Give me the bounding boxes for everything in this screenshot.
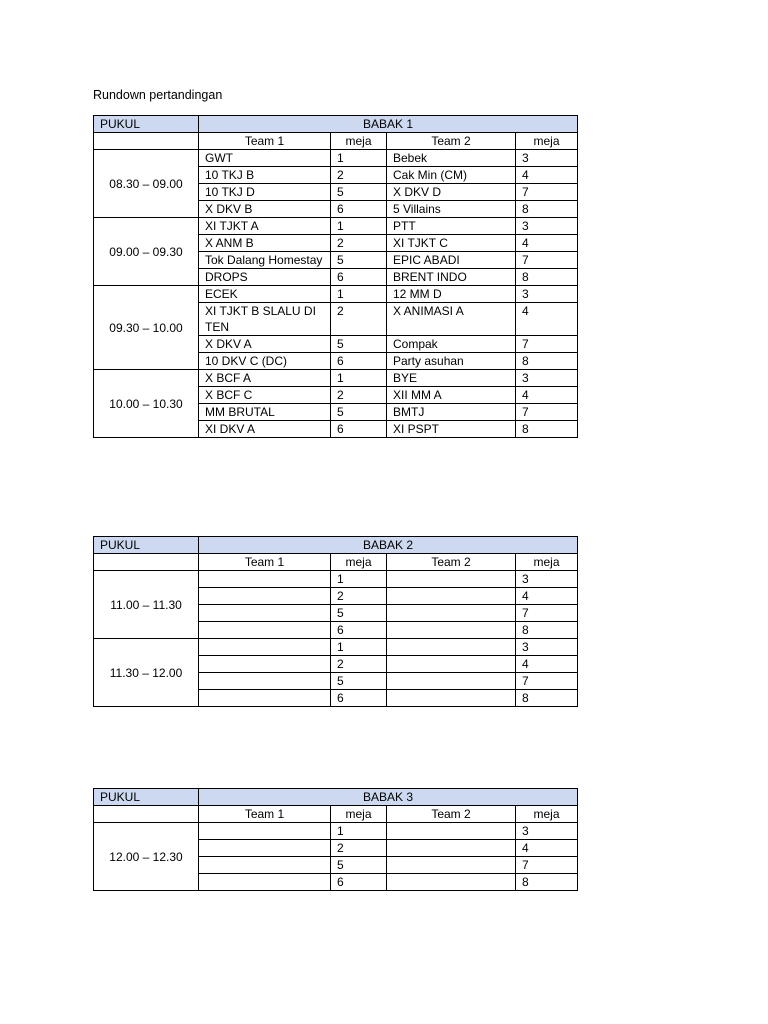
meja2-cell: 8 [516, 622, 578, 639]
table-row [94, 150, 578, 167]
team1-cell [199, 622, 331, 639]
team1-cell: DROPS [199, 269, 331, 286]
team1-cell [199, 823, 331, 840]
meja2-cell: 7 [516, 605, 578, 622]
meja1-cell: 2 [331, 167, 387, 184]
team2-cell: XI PSPT [387, 421, 516, 438]
team1-cell [199, 690, 331, 707]
team2-cell [387, 840, 516, 857]
team2-cell: 12 MM D [387, 286, 516, 303]
meja1-header: meja [331, 133, 387, 150]
team2-cell [387, 622, 516, 639]
team2-cell: 5 Villains [387, 201, 516, 218]
team2-cell: Party asuhan [387, 353, 516, 370]
meja1-cell: 6 [331, 421, 387, 438]
meja2-header: meja [516, 133, 578, 150]
meja2-cell: 7 [516, 857, 578, 874]
team1-cell: XI DKV A [199, 421, 331, 438]
meja1-header: meja [331, 806, 387, 823]
team2-cell [387, 605, 516, 622]
team2-cell: XII MM A [387, 387, 516, 404]
team1-cell: ECEK [199, 286, 331, 303]
team2-cell: Cak Min (CM) [387, 167, 516, 184]
meja2-cell: 8 [516, 269, 578, 286]
team2-cell [387, 823, 516, 840]
team2-cell [387, 857, 516, 874]
time-slot-cell: 08.30 – 09.00 [94, 150, 199, 218]
team2-cell: BMTJ [387, 404, 516, 421]
team2-cell: Bebek [387, 150, 516, 167]
meja1-cell: 5 [331, 184, 387, 201]
team2-cell: BRENT INDO [387, 269, 516, 286]
babak-header: BABAK 2 [199, 537, 578, 554]
team1-cell: 10 TKJ D [199, 184, 331, 201]
meja1-cell: 1 [331, 286, 387, 303]
meja2-cell: 3 [516, 286, 578, 303]
pukul-subheader-empty [94, 806, 199, 823]
meja1-cell: 5 [331, 857, 387, 874]
meja1-cell: 1 [331, 639, 387, 656]
meja2-cell: 7 [516, 252, 578, 269]
team2-cell [387, 673, 516, 690]
team2-header: Team 2 [387, 133, 516, 150]
meja2-cell: 3 [516, 150, 578, 167]
meja1-cell: 5 [331, 336, 387, 353]
pukul-header: PUKUL [94, 116, 199, 133]
team2-cell: PTT [387, 218, 516, 235]
document-title: Rundown pertandingan [93, 88, 223, 102]
meja2-cell: 3 [516, 218, 578, 235]
meja2-cell: 8 [516, 690, 578, 707]
meja2-cell: 3 [516, 571, 578, 588]
table-body [94, 823, 578, 891]
time-slot-cell: 10.00 – 10.30 [94, 370, 199, 438]
meja1-cell: 5 [331, 605, 387, 622]
team2-header: Team 2 [387, 554, 516, 571]
team2-cell [387, 656, 516, 673]
meja2-cell: 8 [516, 421, 578, 438]
meja2-cell: 8 [516, 874, 578, 891]
meja2-cell: 7 [516, 336, 578, 353]
team2-cell [387, 571, 516, 588]
team2-cell [387, 874, 516, 891]
meja1-cell: 1 [331, 150, 387, 167]
meja1-cell: 2 [331, 656, 387, 673]
team2-header: Team 2 [387, 806, 516, 823]
team1-cell [199, 840, 331, 857]
team1-cell: 10 DKV C (DC) [199, 353, 331, 370]
meja1-cell: 2 [331, 303, 387, 336]
meja2-cell: 7 [516, 184, 578, 201]
pukul-header: PUKUL [94, 789, 199, 806]
team2-cell [387, 588, 516, 605]
meja1-cell: 5 [331, 404, 387, 421]
meja1-cell: 2 [331, 387, 387, 404]
table-row [94, 370, 578, 387]
team1-cell: GWT [199, 150, 331, 167]
schedule-table-babak-1 [93, 115, 578, 438]
meja1-cell: 6 [331, 201, 387, 218]
team1-cell [199, 874, 331, 891]
meja1-cell: 2 [331, 588, 387, 605]
team1-cell: Tok Dalang Homestay [199, 252, 331, 269]
team1-cell: X ANM B [199, 235, 331, 252]
meja2-cell: 8 [516, 353, 578, 370]
team2-cell [387, 690, 516, 707]
meja2-cell: 4 [516, 303, 578, 336]
team1-cell [199, 857, 331, 874]
time-slot-cell: 09.00 – 09.30 [94, 218, 199, 286]
team1-cell [199, 605, 331, 622]
table-row [94, 286, 578, 303]
team1-cell [199, 673, 331, 690]
meja1-cell: 1 [331, 571, 387, 588]
schedule-table-babak-3 [93, 788, 578, 891]
time-slot-cell: 11.00 – 11.30 [94, 571, 199, 639]
team1-header: Team 1 [199, 133, 331, 150]
table-row [94, 218, 578, 235]
meja2-cell: 4 [516, 235, 578, 252]
meja1-cell: 5 [331, 252, 387, 269]
meja1-cell: 6 [331, 690, 387, 707]
meja2-cell: 3 [516, 639, 578, 656]
team2-cell: XI TJKT C [387, 235, 516, 252]
meja1-cell: 1 [331, 823, 387, 840]
meja2-cell: 4 [516, 656, 578, 673]
team2-cell: Compak [387, 336, 516, 353]
meja1-cell: 6 [331, 874, 387, 891]
table-body [94, 150, 578, 438]
meja1-cell: 6 [331, 269, 387, 286]
team1-cell: XI TJKT B SLALU DI TEN [199, 303, 331, 336]
babak-header: BABAK 3 [199, 789, 578, 806]
meja2-cell: 4 [516, 387, 578, 404]
table-row [94, 639, 578, 656]
team1-cell: X BCF A [199, 370, 331, 387]
table-row [94, 571, 578, 588]
meja2-header: meja [516, 554, 578, 571]
meja2-cell: 3 [516, 823, 578, 840]
team1-cell: MM BRUTAL [199, 404, 331, 421]
team1-cell: XI TJKT A [199, 218, 331, 235]
time-slot-cell: 09.30 – 10.00 [94, 286, 199, 370]
team2-cell: BYE [387, 370, 516, 387]
meja2-cell: 8 [516, 201, 578, 218]
team1-cell: X BCF C [199, 387, 331, 404]
table-row [94, 823, 578, 840]
meja2-cell: 4 [516, 588, 578, 605]
meja2-cell: 4 [516, 167, 578, 184]
meja1-cell: 1 [331, 370, 387, 387]
team1-cell [199, 656, 331, 673]
babak-header: BABAK 1 [199, 116, 578, 133]
team1-cell: X DKV A [199, 336, 331, 353]
pukul-subheader-empty [94, 133, 199, 150]
meja1-cell: 2 [331, 840, 387, 857]
time-slot-cell: 12.00 – 12.30 [94, 823, 199, 891]
team1-cell: X DKV B [199, 201, 331, 218]
meja2-cell: 3 [516, 370, 578, 387]
team1-cell [199, 588, 331, 605]
team2-cell [387, 639, 516, 656]
team2-cell: EPIC ABADI [387, 252, 516, 269]
team1-header: Team 1 [199, 554, 331, 571]
meja1-cell: 6 [331, 622, 387, 639]
meja2-cell: 4 [516, 840, 578, 857]
schedule-table-babak-2 [93, 536, 578, 707]
meja2-cell: 7 [516, 673, 578, 690]
team2-cell: X DKV D [387, 184, 516, 201]
team1-cell: 10 TKJ B [199, 167, 331, 184]
meja2-cell: 7 [516, 404, 578, 421]
team1-cell [199, 571, 331, 588]
team1-header: Team 1 [199, 806, 331, 823]
team2-cell: X ANIMASI A [387, 303, 516, 336]
meja2-header: meja [516, 806, 578, 823]
meja1-header: meja [331, 554, 387, 571]
time-slot-cell: 11.30 – 12.00 [94, 639, 199, 707]
pukul-subheader-empty [94, 554, 199, 571]
table-body [94, 571, 578, 707]
team1-cell [199, 639, 331, 656]
meja1-cell: 2 [331, 235, 387, 252]
meja1-cell: 6 [331, 353, 387, 370]
meja1-cell: 1 [331, 218, 387, 235]
pukul-header: PUKUL [94, 537, 199, 554]
meja1-cell: 5 [331, 673, 387, 690]
